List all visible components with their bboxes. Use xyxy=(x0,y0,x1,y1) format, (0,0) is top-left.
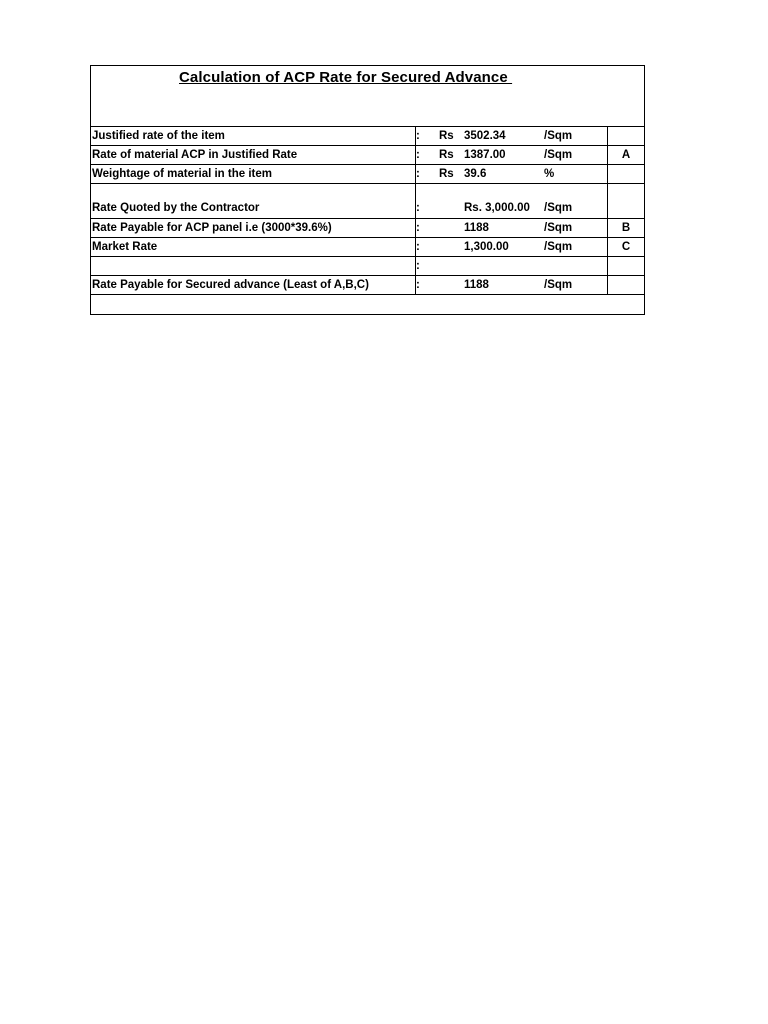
row-unit: % xyxy=(544,165,608,183)
sheet-title: Calculation of ACP Rate for Secured Advance xyxy=(179,69,513,86)
row-unit: /Sqm xyxy=(544,146,608,164)
row-unit xyxy=(544,257,608,275)
row-colon: : xyxy=(416,241,420,253)
row-colon: : xyxy=(416,168,420,180)
row-value: 39.6 xyxy=(464,168,487,180)
row-unit: /Sqm xyxy=(544,127,608,145)
row-value: 1,300.00 xyxy=(464,241,509,253)
title-block xyxy=(91,66,644,127)
row-unit: /Sqm xyxy=(544,238,608,256)
row-currency xyxy=(439,238,464,256)
row-colon: : xyxy=(416,260,420,272)
row-currency: Rs xyxy=(439,130,454,142)
row-value: 1188 xyxy=(464,279,489,291)
row-label: Rate of material ACP in Justified Rate xyxy=(91,146,416,164)
empty-footer-row xyxy=(91,295,644,314)
row-value xyxy=(464,257,544,275)
row-ref xyxy=(608,165,644,183)
row-label: Market Rate xyxy=(91,238,416,256)
row-ref: C xyxy=(621,241,631,253)
row-label: Rate Payable for Secured advance (Least of A,B,C) xyxy=(91,276,416,294)
row-ref xyxy=(608,257,644,275)
row-unit: /Sqm xyxy=(544,219,608,237)
row-label: Justified rate of the item xyxy=(91,127,416,145)
row-currency: Rs xyxy=(439,149,454,161)
row-currency xyxy=(439,257,464,275)
row-colon: : xyxy=(416,222,420,234)
row-value: Rs. 3,000.00 xyxy=(464,202,530,214)
row-currency xyxy=(439,184,464,218)
row-colon: : xyxy=(416,149,420,161)
table-row xyxy=(91,165,644,184)
row-value: 3502.34 xyxy=(464,130,506,142)
table-row xyxy=(91,184,644,219)
row-unit: /Sqm xyxy=(544,184,608,218)
row-value: 1387.00 xyxy=(464,149,506,161)
row-ref: A xyxy=(621,149,631,161)
row-label: Rate Payable for ACP panel i.e (3000*39.6%) xyxy=(91,219,416,237)
row-label: Rate Quoted by the Contractor xyxy=(91,184,416,218)
row-currency xyxy=(439,219,464,237)
calculation-sheet xyxy=(90,65,645,315)
row-label: Weightage of material in the item xyxy=(91,165,416,183)
row-colon: : xyxy=(416,130,420,142)
row-label xyxy=(91,257,416,275)
table-row xyxy=(91,219,644,238)
row-unit: /Sqm xyxy=(544,276,608,294)
row-colon: : xyxy=(416,202,420,214)
table-row xyxy=(91,127,644,146)
row-colon: : xyxy=(416,279,420,291)
row-ref xyxy=(608,276,644,294)
row-currency: Rs xyxy=(439,168,454,180)
table-row xyxy=(91,257,644,276)
row-ref xyxy=(608,184,644,218)
row-value: 1188 xyxy=(464,222,489,234)
table-row xyxy=(91,238,644,257)
row-ref: B xyxy=(621,222,631,234)
table-row xyxy=(91,146,644,165)
table-row xyxy=(91,276,644,295)
row-currency xyxy=(439,276,464,294)
row-ref xyxy=(608,127,644,145)
